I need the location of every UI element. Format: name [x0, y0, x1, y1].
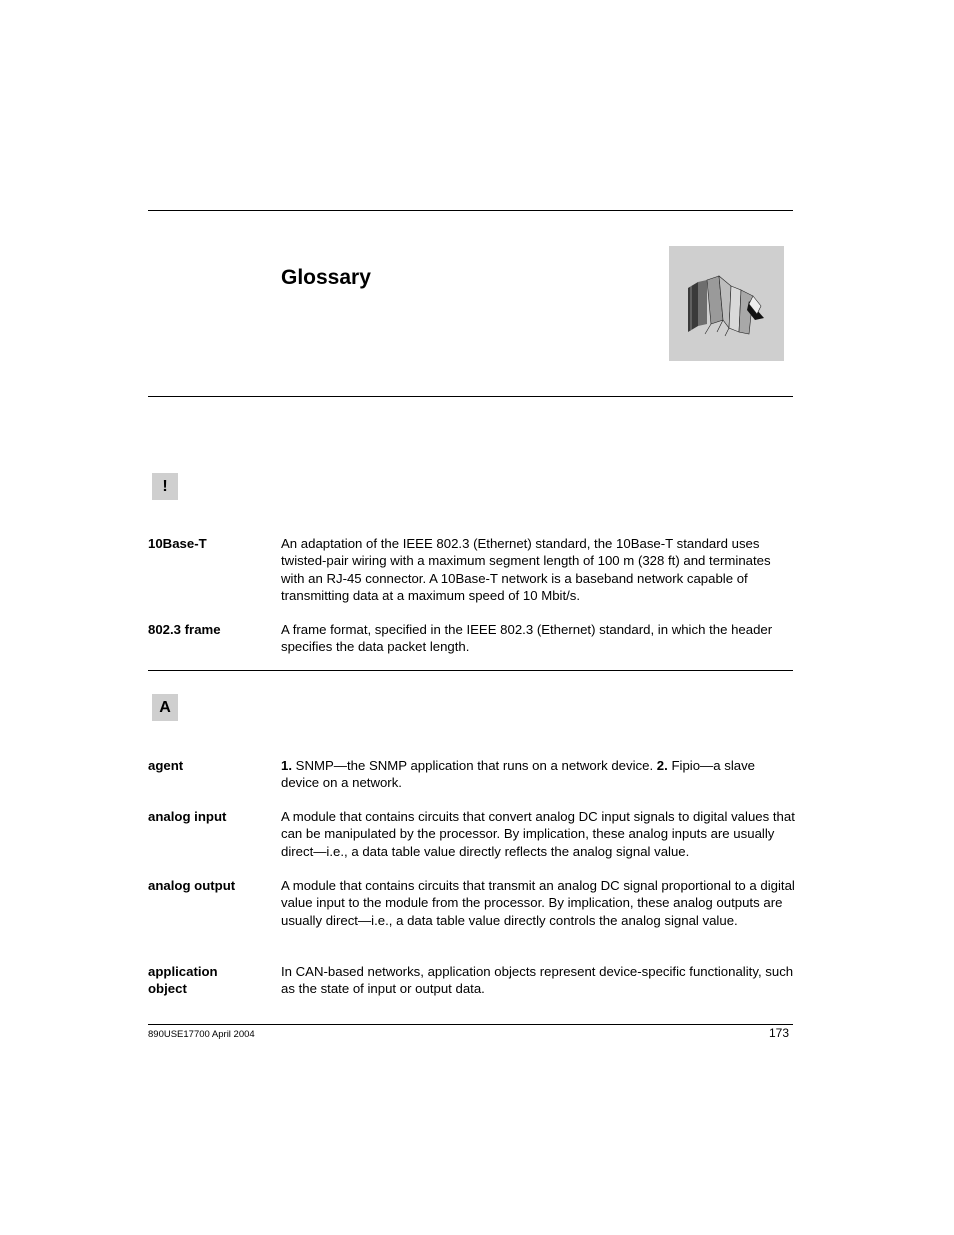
- glossary-definition: A module that contains circuits that transmit an analog DC signal proportional to a digital value input to the module from the processor. By implication, these analog outputs are usually direct—i.e., a data table value directly controls the analog signal value.: [281, 878, 795, 928]
- header-bottom-rule: [148, 396, 793, 397]
- section-divider: [148, 670, 793, 671]
- definition-number: 1.: [281, 758, 292, 773]
- document-reference: 890USE17700 April 2004: [148, 1029, 255, 1040]
- glossary-definition: [281, 757, 796, 792]
- glossary-definition: In CAN-based networks, application objects represent device-specific functionality, such as the state of input or output data.: [281, 964, 794, 997]
- definition-text: Fipio—a slave device on a network.: [281, 758, 756, 791]
- open-books-icon: [669, 246, 784, 361]
- glossary-term: agent: [148, 758, 184, 773]
- glossary-term: 10Base-T: [148, 536, 207, 551]
- glossary-term: [148, 963, 268, 998]
- definition-text: SNMP—the SNMP application that runs on a network device.: [292, 758, 657, 773]
- definition-number: 2.: [656, 758, 668, 773]
- glossary-term-line: application: [148, 964, 218, 979]
- glossary-term: 802.3 frame: [148, 622, 221, 637]
- glossary-definition: A module that contains circuits that convert analog DC input signals to digital values that can be manipulated by the processor. By implication, these analog inputs are usually direct—i.e., a data table value directly reflects the analog signal value.: [281, 809, 795, 859]
- header-top-rule: [148, 210, 793, 211]
- footer-rule: [148, 1024, 793, 1025]
- section-letter-marker: A: [152, 694, 178, 721]
- page-number: 173: [768, 1026, 789, 1040]
- glossary-term-line: object: [148, 981, 187, 997]
- glossary-definition: An adaptation of the IEEE 802.3 (Ethernet) standard, the 10Base-T standard uses twisted-pair wiring with a maximum segment length of 100 m (328 ft) and terminates with an RJ-45 connector. A 10Base-T network is a baseband network capable of transmitting data at a maximum speed of 10 Mbit/s.: [281, 536, 771, 603]
- glossary-term: analog output: [148, 878, 236, 893]
- glossary-definition: A frame format, specified in the IEEE 802.3 (Ethernet) standard, in which the header specifies the data packet length.: [281, 622, 773, 655]
- page-title: Glossary: [281, 266, 371, 289]
- glossary-term: analog input: [148, 809, 227, 824]
- section-letter-marker: !: [152, 473, 178, 500]
